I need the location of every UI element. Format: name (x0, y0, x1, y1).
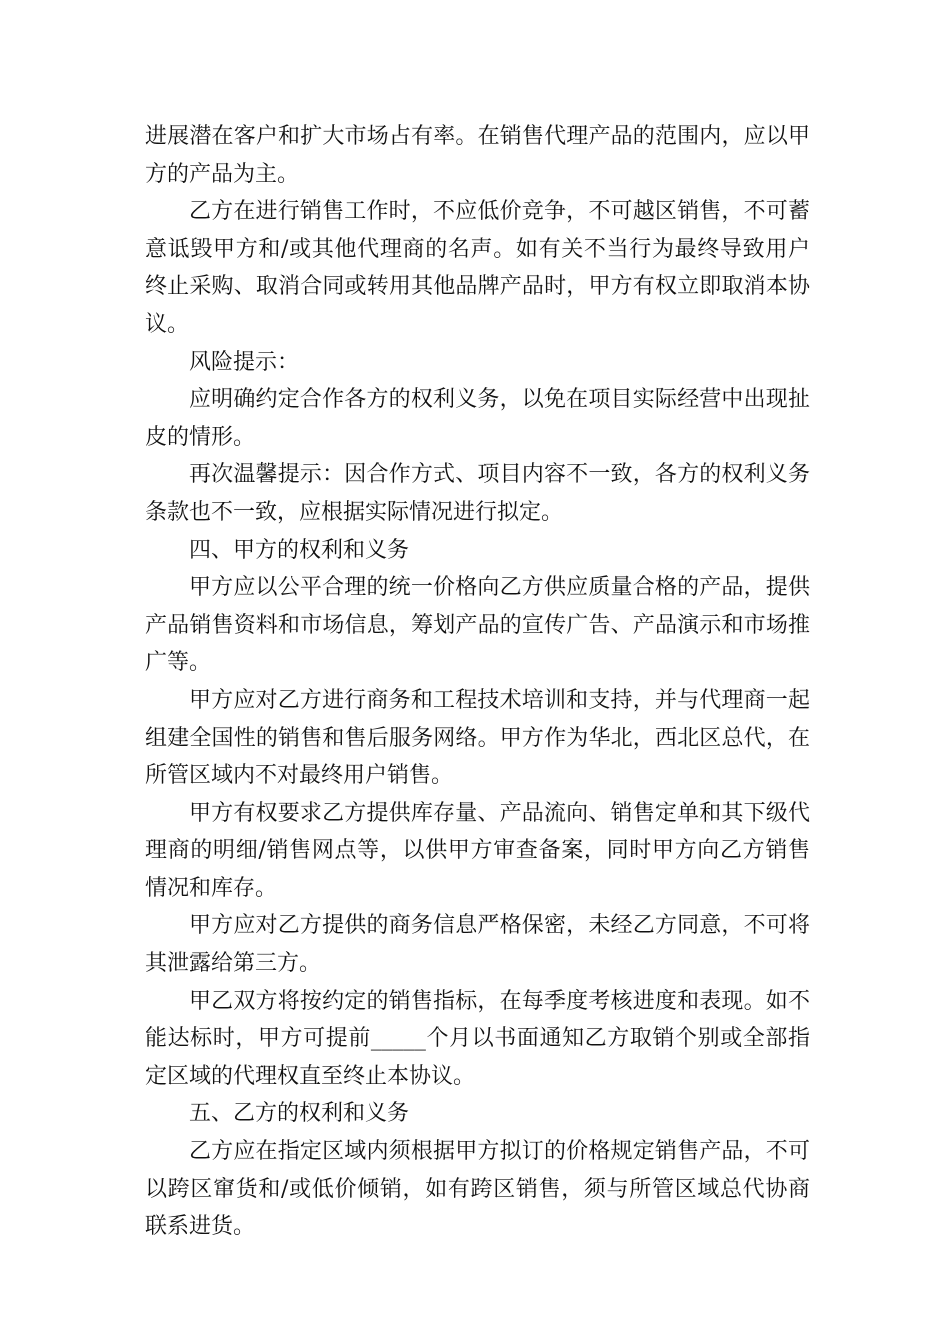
paragraph-no-undercutting: 乙方在进行销售工作时，不应低价竞争，不可越区销售，不可蓄意诋毁甲方和/或其他代理商的名声。如有关不当行为最终导致用户终止采购、取消合同或转用其他品牌产品时，甲方有权立即取消本协议。 (145, 199, 810, 337)
paragraph-party-a-confidential: 甲方应对乙方提供的商务信息严格保密，未经乙方同意，不可将其泄露给第三方。 (145, 913, 810, 977)
section-heading-party-b: 五、乙方的权利和义务 (189, 1101, 410, 1127)
paragraph-sales-targets: 甲乙双方将按约定的销售指标，在每季度考核进度和表现。如不能达标时，甲方可提前_____个月以书面通知乙方取销个别或全部指定区域的代理权直至终止本协议。 (145, 988, 810, 1089)
paragraph-risk-heading: 风险提示： (189, 349, 300, 375)
paragraph-risk-content: 应明确约定合作各方的权利义务，以免在项目实际经营中出现扯皮的情形。 (145, 387, 810, 450)
paragraph-party-a-inventory: 甲方有权要求乙方提供库存量、产品流向、销售定单和其下级代理商的明细/销售网点等，以供甲方审查备案，同时甲方向乙方销售情况和库存。 (145, 800, 810, 901)
paragraph-continuation: 进展潜在客户和扩大市场占有率。在销售代理产品的范围内，应以甲方的产品为主。 (145, 124, 810, 187)
paragraph-party-a-supply: 甲方应以公平合理的统一价格向乙方供应质量合格的产品，提供产品销售资料和市场信息，筹划产品的宣传广告、产品演示和市场推广等。 (145, 575, 810, 676)
paragraph-party-b-pricing: 乙方应在指定区域内须根据甲方拟订的价格规定销售产品，不可以跨区窜货和/或低价倾销，如有跨区销售，须与所管区域总代协商联系进货。 (145, 1139, 810, 1240)
document-body (145, 118, 810, 1246)
paragraph-reminder: 再次温馨提示：因合作方式、项目内容不一致，各方的权利义务条款也不一致，应根据实际情况进行拟定。 (145, 462, 810, 525)
paragraph-party-a-training: 甲方应对乙方进行商务和工程技术培训和支持，并与代理商一起组建全国性的销售和售后服务网络。甲方作为华北，西北区总代，在所管区域内不对最终用户销售。 (145, 687, 810, 789)
section-heading-party-a: 四、甲方的权利和义务 (189, 537, 410, 563)
